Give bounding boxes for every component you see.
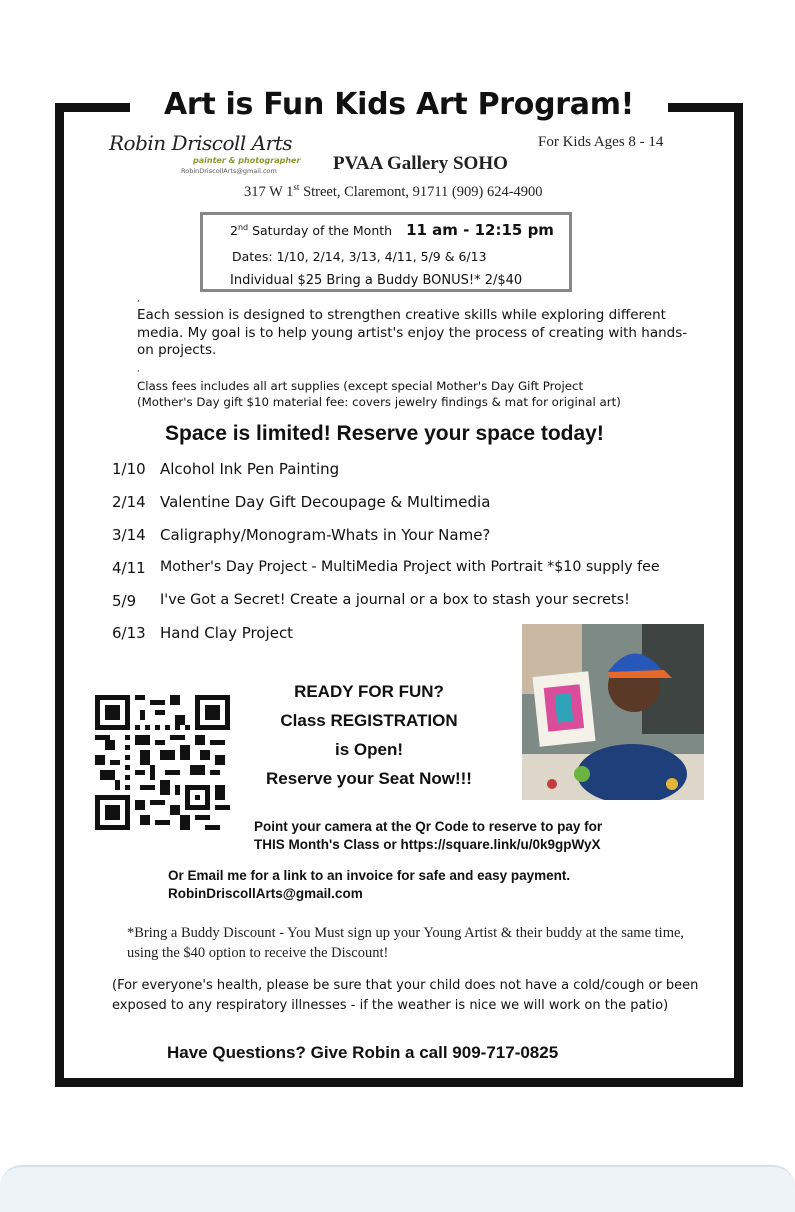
cta-reserve-seat: Reserve your Seat Now!!! xyxy=(266,769,472,788)
schedule-activity: Hand Clay Project xyxy=(160,624,294,642)
schedule-activity: Mother's Day Project - MultiMedia Project with Portrait *$10 supply fee xyxy=(160,559,660,575)
schedule-date: 2/14 xyxy=(112,493,146,511)
bullet-mark: , xyxy=(137,294,140,303)
payment-link[interactable]: THIS Month's Class or https://square.link/u/0k9gpWyX xyxy=(254,837,601,852)
schedule-date: 5/9 xyxy=(112,592,137,610)
cta-registration: Class REGISTRATION xyxy=(280,711,458,730)
logo xyxy=(109,131,309,181)
schedule-activity: I've Got a Secret! Create a journal or a box to stash your secrets! xyxy=(160,592,630,608)
fees-line-1: Class fees includes all art supplies (except special Mother's Day Gift Project xyxy=(137,379,584,393)
fees-line-2: (Mother's Day gift $10 material fee: covers jewelry findings & mat for original art) xyxy=(137,395,621,409)
schedule-date: 6/13 xyxy=(112,624,146,642)
contact-email[interactable]: RobinDriscollArts@gmail.com xyxy=(168,886,363,901)
venue-address: 317 W 1st Street, Claremont, 91711 (909) 624-4900 xyxy=(244,182,543,200)
schedule-activity: Alcohol Ink Pen Painting xyxy=(160,460,340,478)
schedule-date: 3/14 xyxy=(112,526,146,544)
meeting-time: 2nd Saturday of the Month 11 am - 12:15 pm xyxy=(230,221,554,239)
logo-tagline: painter & photographer xyxy=(193,156,301,165)
age-range: For Kids Ages 8 - 14 xyxy=(538,134,664,150)
schedule-date: 4/11 xyxy=(112,559,146,577)
venue-name: PVAA Gallery SOHO xyxy=(333,153,508,174)
email-invoice-note: Or Email me for a link to an invoice for safe and easy payment. xyxy=(168,868,571,883)
space-limited-heading: Space is limited! Reserve your space today! xyxy=(165,422,604,445)
schedule-activity: Caligraphy/Monogram-Whats in Your Name? xyxy=(160,526,491,544)
questions-phone: Have Questions? Give Robin a call 909-717-0825 xyxy=(167,1043,559,1062)
bullet-mark: , xyxy=(137,364,140,373)
cta-is-open: is Open! xyxy=(334,740,403,759)
qr-instruction: Point your camera at the Qr Code to reserve to pay for xyxy=(254,819,603,834)
flyer-title: Art is Fun Kids Art Program! xyxy=(163,87,635,122)
buddy-discount-note: *Bring a Buddy Discount - You Must sign up your Young Artist & their buddy at the same time, using the $40 option to receive the Discount! xyxy=(127,925,685,961)
description-paragraph: Each session is designed to strengthen creative skills while exploring different media. My goal is to help young artist's enjoy the process of creating with hands-on projects. xyxy=(137,307,688,358)
cta-ready-for-fun: READY FOR FUN? xyxy=(294,682,444,701)
schedule-activity: Valentine Day Gift Decoupage & Multimedia xyxy=(160,493,491,511)
session-dates: Dates: 1/10, 2/14, 3/13, 4/11, 5/9 & 6/13 xyxy=(232,249,487,264)
schedule-info-box xyxy=(200,212,572,292)
pricing: Individual $25 Bring a Buddy BONUS!* 2/$40 xyxy=(230,273,523,288)
logo-email: RobinDriscollArts@gmail.com xyxy=(181,167,277,175)
logo-name: Robin Driscoll Arts xyxy=(109,131,292,155)
schedule-date: 1/10 xyxy=(112,460,146,478)
title-banner xyxy=(130,82,668,128)
health-note: (For everyone's health, please be sure that your child does not have a cold/cough or been exposed to any respiratory illnesses - if the weather is nice we will work on the patio) xyxy=(112,978,699,1013)
bottom-sheet-edge xyxy=(0,1165,795,1212)
child-artwork-photo xyxy=(522,624,704,800)
registration-qr-code[interactable] xyxy=(95,695,230,830)
